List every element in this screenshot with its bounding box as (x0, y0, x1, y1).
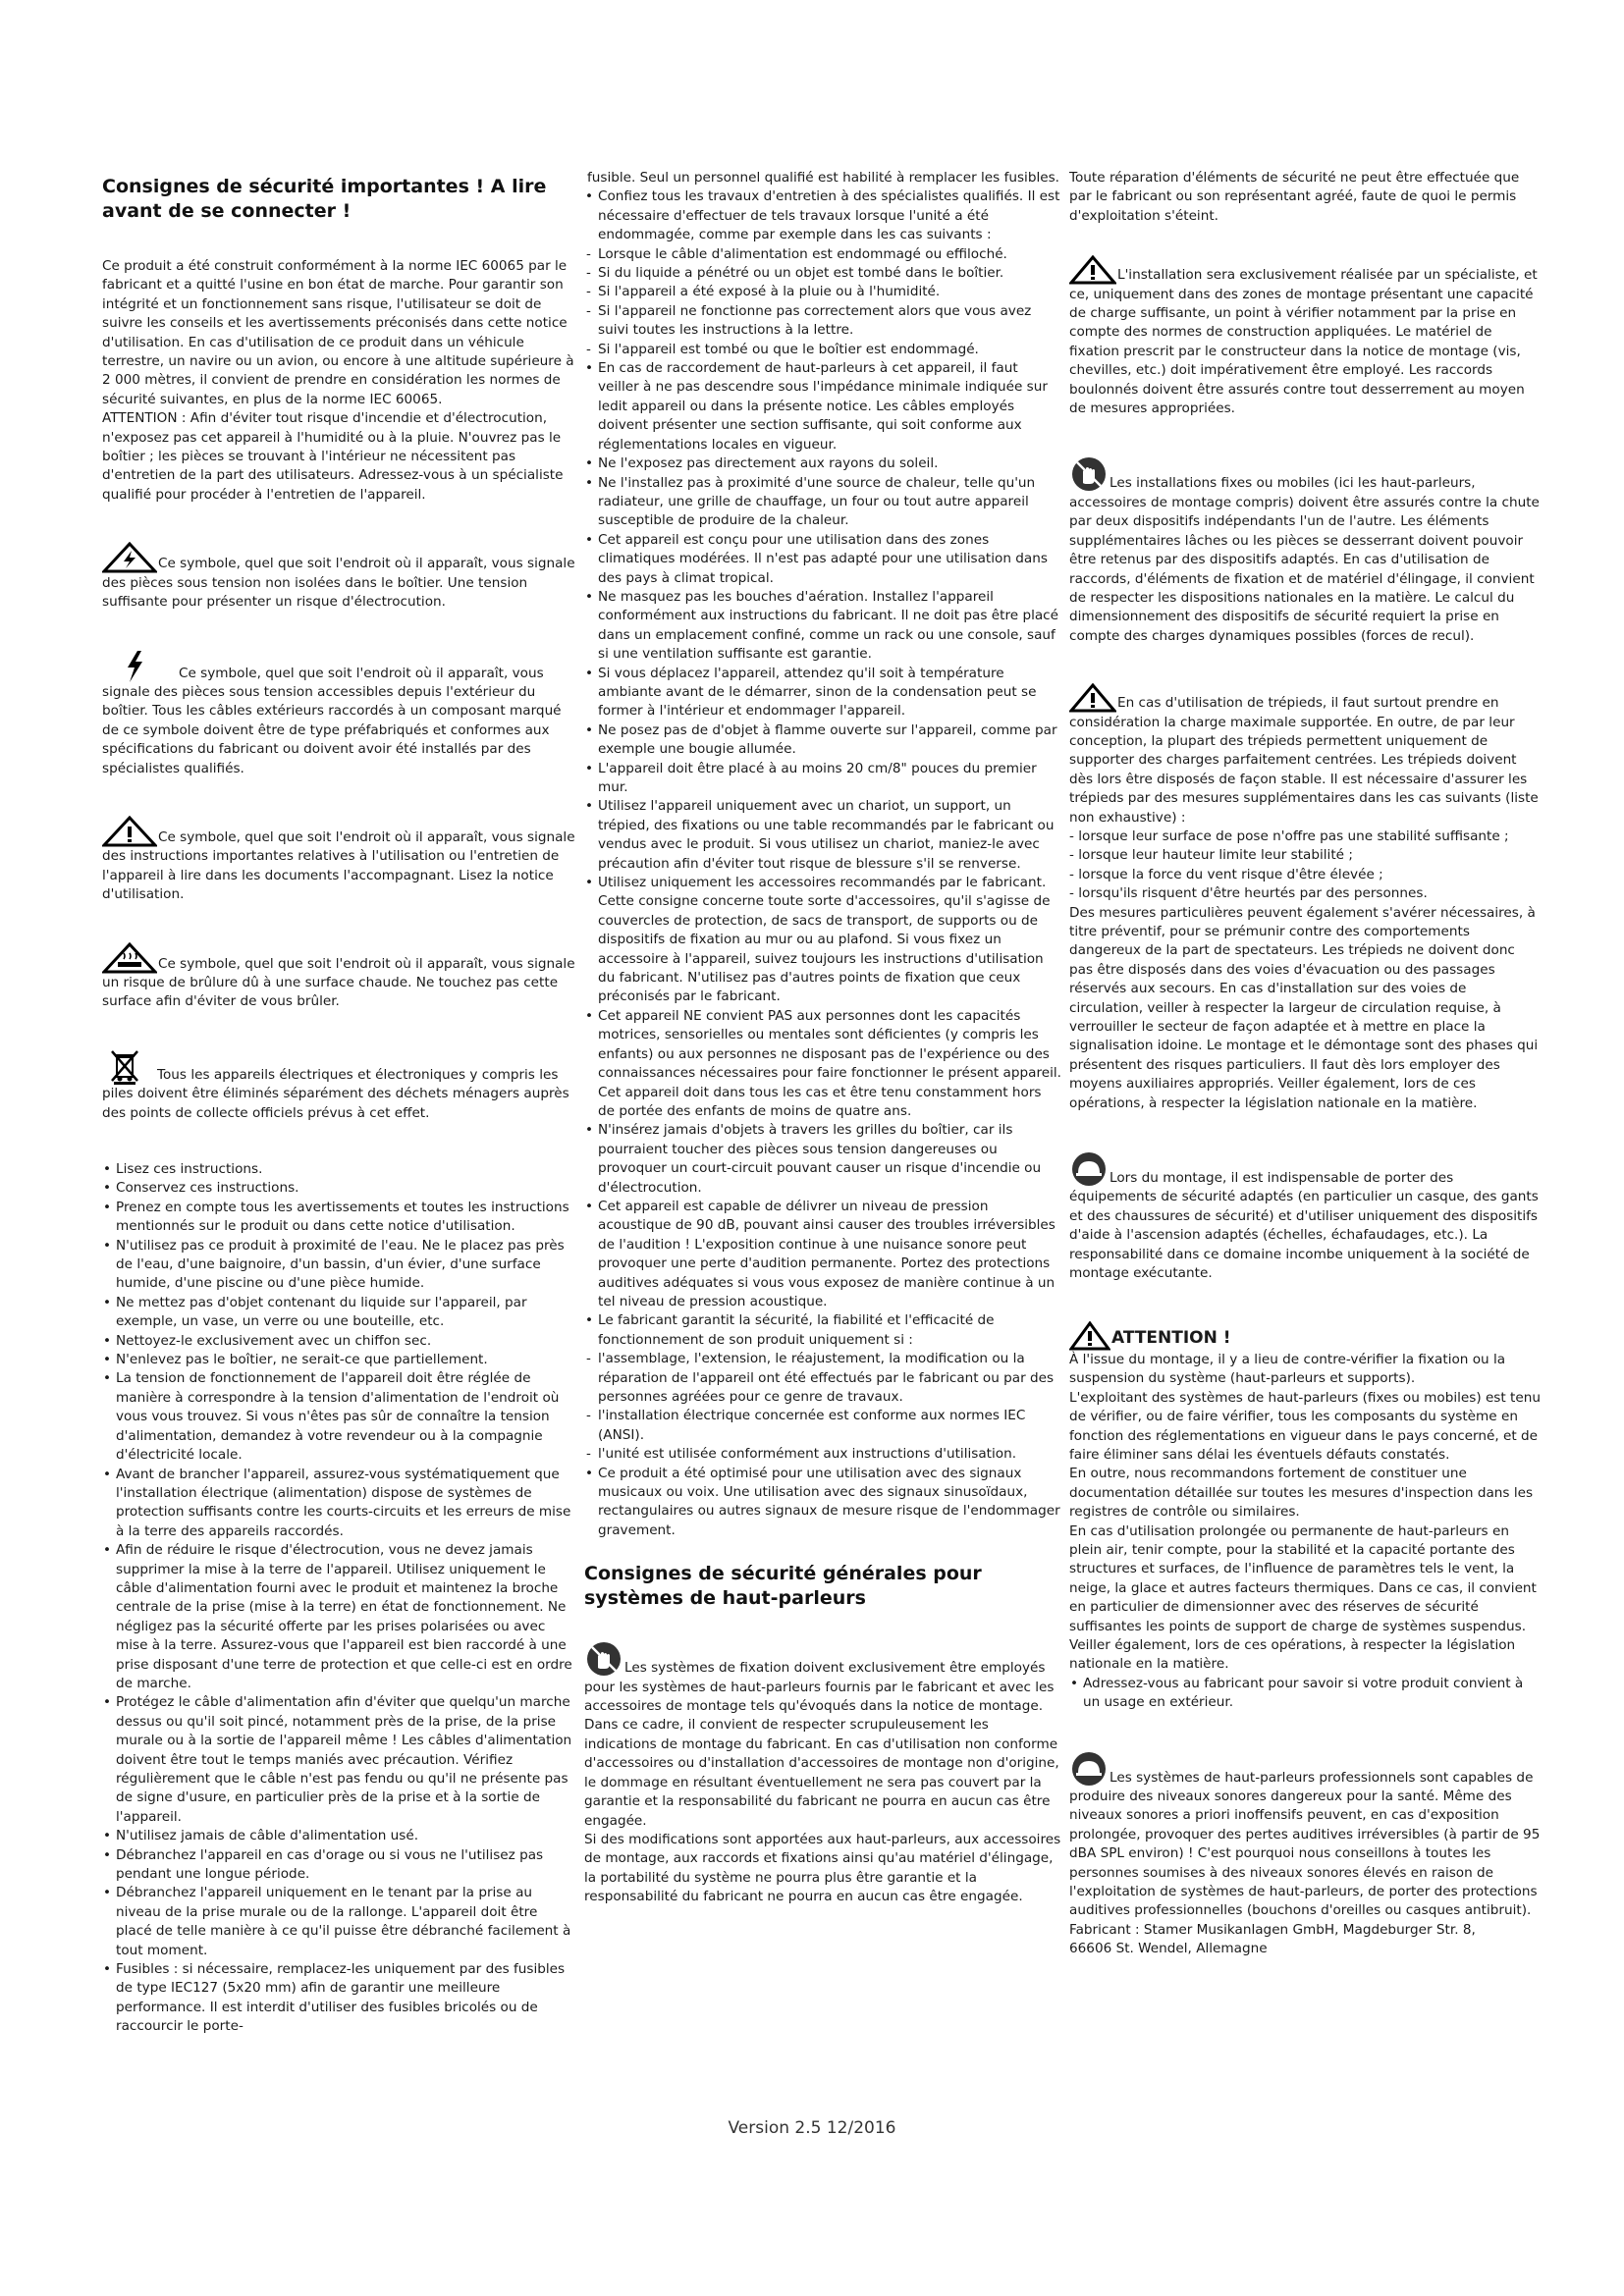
bolt-symbol-paragraph: Ce symbole, quel que soit l'endroit où il apparaît, vous signale des pièces sous tension accessibles depuis l'extérieur du boîtier. Tous les câbles extérieurs raccordés à un composant marqué de ce symbole doivent être de type préfabriqués et conformes aux spécifications du fabricant ou doivent avoir été installés par des spécialistes qualifiés. (102, 650, 575, 778)
list-item: - Si l'appareil a été exposé à la pluie ou à l'humidité. (584, 283, 1061, 301)
list-item: • Débranchez l'appareil uniquement en le tenant par la prise au niveau de la prise murale ou de la rallonge. L'appareil doit être placé de telle manière à ce qu'il puisse être débranché facilement à tout moment. (102, 1884, 575, 1960)
list-item: - Si l'appareil ne fonctionne pas correctement alors que vous avez suivi toutes les instructions à la lettre. (584, 302, 1061, 341)
high-voltage-icon (102, 542, 157, 573)
list-item: • Ne masquez pas les bouches d'aération. Installez l'appareil conformément aux instructions du fabricant. Il ne doit pas être placé dans un emplacement confiné, comme un rack ou une console, sauf si une ventilation suffisante est garantie. (584, 588, 1061, 665)
no-hand-icon (584, 1640, 623, 1678)
attention-heading: ATTENTION ! (1069, 1321, 1543, 1351)
main-heading: Consignes de sécurité importantes ! A lire avant de se connecter ! (102, 176, 547, 222)
warranty-conditions-list (584, 1350, 1061, 1464)
fixation-paragraph: Les systèmes de fixation doivent exclusivement être employés pour les systèmes de haut-parleurs fournis par le fabricant et avec les accessoires de montage tels qu'évoqués dans la notice de montage. Dans ce cadre, il convient de respecter scrupuleusement les indications de montage du fabricant. En cas d'utilisation non conforme d'accessoires ou d'installation d'accessoires de montage non d'origine, le dommage en résultant éventuellement ne sera pas couvert par la garantie et la responsabilité du fabricant ne pourra en aucun cas être engagée. (584, 1640, 1061, 1831)
list-item: - Si l'appareil est tombé ou que le boîtier est endommagé. (584, 341, 1061, 359)
warning-icon (1069, 255, 1116, 285)
speaker-safety-heading: Consignes de sécurité générales pour systèmes de haut-parleurs (584, 1563, 982, 1610)
list-item: - Lorsque le câble d'alimentation est endommagé ou effiloché. (584, 245, 1061, 264)
installation-paragraph: L'installation sera exclusivement réalisée par un spécialiste, et ce, uniquement dans des zones de montage présentant une capacité de charge suffisante, un point à vérifier notamment par la prise en compte des normes de construction appliquées. Le matériel de fixation prescrit par le constructeur dans la notice de montage (vis, chevilles, etc.) doit impérativement être employé. Les raccords boulonnés doivent être assurés contre tout desserrement au moyen de mesures appropriées. (1069, 255, 1543, 418)
list-item: • Protégez le câble d'alimentation afin d'éviter que quelqu'un marche dessus ou qu'il soit pincé, notamment près de la prise, de la prise murale ou à la sortie de l'appareil même ! Les câbles d'alimentation doivent être tout le temps maniés avec précaution. Vérifiez régulièrement que le câble n'est pas fendu ou qu'il ne présente pas de signe d'usure, en particulier près de la prise et à la sortie de l'appareil. (102, 1693, 575, 1827)
version-footer: Version 2.5 12/2016 (728, 2118, 896, 2138)
no-hand-icon (1069, 455, 1109, 493)
list-item: • N'utilisez jamais de câble d'alimentation usé. (102, 1827, 575, 1845)
list-item: • Ne l'installez pas à proximité d'une source de chaleur, telle qu'un radiateur, une grille de chauffage, un four ou tout autre appareil susceptible de produire de la chaleur. (584, 474, 1061, 531)
list-item: - lorsqu'ils risquent d'être heurtés par des personnes. (1069, 885, 1428, 902)
device-bullet-list (584, 359, 1061, 1350)
column-3 (1069, 169, 1543, 1959)
attention-paragraph-3: En outre, nous recommandons fortement de constituer une documentation détaillée sur toutes les mesures d'inspection dans les registres de contrôle ou similaires. (1069, 1466, 1534, 1521)
attention-paragraph: ATTENTION : Afin d'éviter tout risque d'incendie et d'électrocution, n'exposez pas cet appareil à l'humidité ou à la pluie. N'ouvrez pas le boîtier ; les pièces se trouvant à l'intérieur ne nécessitent pas d'entretien de la part des utilisateurs. Adressez-vous à un spécialiste qualifié pour procéder à l'entretien de l'appareil. (102, 410, 564, 503)
repair-paragraph: Toute réparation d'éléments de sécurité ne peut être effectuée que par le fabricant ou son représentant agréé, faute de quoi le permis d'exploitation s'éteint. (1069, 170, 1520, 224)
warning-symbol-paragraph: Ce symbole, quel que soit l'endroit où il apparaît, vous signale des instructions importantes relatives à l'utilisation ou l'entretien de l'appareil à lire dans les documents l'accompagnant. Lisez la notice d'utilisation. (102, 816, 575, 905)
list-item: • Ne l'exposez pas directement aux rayons du soleil. (584, 454, 1061, 473)
fixed-installations-paragraph: Les installations fixes ou mobiles (ici les haut-parleurs, accessoires de montage compris) doivent être assurés contre la chute par deux dispositifs indépendants l'un de l'autre. Les éléments supplémentaires lâches ou les pièces se desserrant doivent pouvoir être retenus par des dispositifs adaptés. En cas d'utilisation de raccords, d'éléments de fixation et de matériel d'élingage, il convient de respecter les dispositions nationales en la matière. Le calcul du dimensionnement des dispositifs de sécurité requiert la prise en compte des charges dynamiques possibles (forces de recul). (1069, 455, 1543, 646)
weee-symbol-paragraph: Tous les appareils électriques et électroniques y compris les piles doivent être éliminés séparément des déchets ménagers auprès des points de collecte officiels prévus à cet effet. (102, 1049, 575, 1123)
tripod-paragraph: En cas d'utilisation de trépieds, il faut surtout prendre en considération la charge maximale supportée. En outre, de par leur conception, la plupart des trépieds permettent uniquement de supporter des charges parfaitement centrées. Les trépieds doivent dès lors être disposés de façon stable. Il est nécessaire d'assurer les trépieds par des mesures supplémentaires dans les cas suivants (liste non exhaustive) : (1069, 683, 1543, 828)
list-item: • Fusibles : si nécessaire, remplacez-les uniquement par des fusibles de type IEC127 (5x20 mm) afin de garantir une meilleure performance. Il est interdit d'utiliser des fusibles bricolés ou de raccourcir le porte- (102, 1960, 575, 2037)
column-1 (102, 169, 575, 2037)
measures-paragraph: Des mesures particulières peuvent également s'avérer nécessaires, à titre préventif, pour se prémunir contre des comportements dangereux de la part de spectateurs. Les trépieds ne doivent donc pas être disposés dans des voies d'évacuation ou des passages réservés aux secours. En cas d'installation sur des voies de circulation, veiller à respecter la largeur de circulation requise, à verrouiller le secteur de façon adaptée et à mettre en place la signalisation idoine. Le montage et le démontage sont des phases qui présentent des risques particuliers. Il faut dès lors employer des moyens auxiliaires appropriés. Veiller également, lors de ces opérations, à respecter la législation nationale en la matière. (1069, 904, 1539, 1111)
list-item: • Cet appareil NE convient PAS aux personnes dont les capacités motrices, sensorielles ou mentales sont déficientes (y compris les enfants) ou aux personnes ne disposant pas de l'expérience ou des connaissances nécessaires pour faire fonctionner le présent appareil. Cet appareil doit dans tous les cas et être tenu constamment hors de portée des enfants de moins de quatre ans. (584, 1007, 1061, 1121)
list-item: • Si vous déplacez l'appareil, attendez qu'il soit à température ambiante avant de le démarrer, sinon de la condensation peut se former à l'intérieur et endommager l'appareil. (584, 665, 1061, 721)
lightning-bolt-icon (124, 650, 145, 683)
tripod-cases-list (1069, 828, 1543, 904)
list-item: • N'enlevez pas le boîtier, ne serait-ce que partiellement. (102, 1351, 575, 1369)
list-item: • N'utilisez pas ce produit à proximité de l'eau. Ne le placez pas près de l'eau, d'une baignoire, d'un bassin, d'un évier, d'une surface humide, d'une piscine ou d'une pièce humide. (102, 1237, 575, 1294)
outdoor-list (1069, 1675, 1543, 1713)
list-item: • La tension de fonctionnement de l'appareil doit être réglée de manière à correspondre à la tension d'alimentation de l'endroit où vous vous trouvez. Si vous n'êtes pas sûr de connaître la tension d'alimentation, demandez à votre revendeur ou à la compagnie d'électricité locale. (102, 1369, 575, 1465)
manufacturer-line-1: Fabricant : Stamer Musikanlagen GmbH, Magdeburger Str. 8, (1069, 1921, 1476, 1938)
list-item: - lorsque leur hauteur limite leur stabilité ; (1069, 847, 1353, 864)
list-item: • Prenez en compte tous les avertissements et toutes les instructions mentionnés sur le produit ou dans cette notice d'utilisation. (102, 1199, 575, 1237)
continued-text: fusible. Seul un personnel qualifié est habilité à remplacer les fusibles. (587, 170, 1059, 186)
list-item: - l'unité est utilisée conformément aux instructions d'utilisation. (584, 1445, 1061, 1464)
list-item: • Ne mettez pas d'objet contenant du liquide sur l'appareil, par exemple, un vase, un verre ou une bouteille, etc. (102, 1294, 575, 1332)
damage-cases-list (584, 245, 1061, 359)
warning-icon (1069, 1321, 1110, 1351)
list-item: • Ne posez pas de d'objet à flamme ouverte sur l'appareil, comme par exemple une bougie allumée. (584, 721, 1061, 760)
list-item: • Ce produit a été optimisé pour une utilisation avec des signaux musicaux ou voix. Une utilisation avec des signaux sinusoïdaux, rectangulaires ou autres signaux de mesure risque de l'endommager gravement. (584, 1465, 1061, 1541)
maintenance-list (584, 187, 1061, 244)
list-item: • Débranchez l'appareil en cas d'orage ou si vous ne l'utilisez pas pendant une longue période. (102, 1846, 575, 1885)
list-item: - l'installation électrique concernée est conforme aux normes IEC (ANSI). (584, 1407, 1061, 1445)
list-item: • Cet appareil est conçu pour une utilisation dans des zones climatiques modérées. Il n'est pas adapté pour une utilisation dans des pays à climat tropical. (584, 531, 1061, 588)
attention-paragraph-2: L'exploitant des systèmes de haut-parleurs (fixes ou mobiles) est tenu de vérifier, ou de faire vérifier, tous les composants du système en fonction des réglementations en vigueur dans le pays concerné, et de faire éliminer sans délai les éventuels défauts constatés. (1069, 1389, 1541, 1463)
list-item: • Lisez ces instructions. (102, 1160, 575, 1179)
list-item: • Nettoyez-le exclusivement avec un chiffon sec. (102, 1332, 575, 1351)
intro-paragraph: Ce produit a été construit conformément à la norme IEC 60065 par le fabricant et a quitté l'usine en bon état de marche. Pour garantir son intégrité et un fonctionnement sans risque, l'utilisateur se doit de suivre les conseils et les avertissements préconisés dans cette notice d'utilisation. En cas d'utilisation de ce produit dans un véhicule terrestre, un navire ou un avion, ou encore à une altitude supérieure à 2 000 mètres, il convient de prendre en considération les normes de sécurité suivantes, en plus de la norme IEC 60065. (102, 258, 574, 407)
helmet-paragraph: Lors du montage, il est indispensable de porter des équipements de sécurité adaptés (en particulier un casque, des gants et des chaussures de sécurité) et d'utiliser uniquement des dispositifs d'aide à l'ascension adaptés (échelles, échafaudages, etc.). La responsabilité dans ce domaine incombe uniquement à la société de montage exécutante. (1069, 1150, 1543, 1283)
list-item: • N'insérez jamais d'objets à travers les grilles du boîtier, car ils pourraient toucher des pièces sous tension dangereuses ou provoquer un court-circuit pouvant causer un risque d'incendie ou d'électrocution. (584, 1121, 1061, 1198)
voltage-symbol-paragraph: Ce symbole, quel que soit l'endroit où il apparaît, vous signale des pièces sous tension non isolées dans le boîtier. Une tension suffisante pour présenter un risque d'électrocution. (102, 542, 575, 612)
list-item: • Utilisez l'appareil uniquement avec un chariot, un support, un trépied, des fixations ou une table recommandés par le fabricant ou vendus avec le produit. Si vous utilisez un chariot, maniez-le avec précaution afin d'éviter tout risque de blessure s'il se renverse. (584, 797, 1061, 874)
signals-list (584, 1465, 1061, 1541)
list-item: - Si du liquide a pénétré ou un objet est tombé dans le boîtier. (584, 264, 1061, 283)
modification-paragraph: Si des modifications sont apportées aux haut-parleurs, aux accessoires de montage, aux raccords et fixations ainsi qu'au matériel d'élingage, la portabilité du système ne pourra plus être garantie et la responsabilité du fabricant ne pourra en aucun cas être engagée. (584, 1831, 1061, 1905)
attention-paragraph-4: En cas d'utilisation prolongée ou permanente de haut-parleurs en plein air, tenir compte, pour la stabilité et la capacité portante des structures et surfaces, de l'influence de paramètres tels le vent, la neige, la glace et autres facteurs thermiques. Dans ce cas, il convient en particulier de dimensionner avec des réserves de sécurité suffisantes les points de support de charge de systèmes suspendus. Veiller également, lors de ces opérations, à respecter la législation nationale en la matière. (1069, 1522, 1537, 1673)
safety-bullet-list (102, 1160, 575, 2037)
list-item: • L'appareil doit être placé à au moins 20 cm/8" pouces du premier mur. (584, 760, 1061, 798)
list-item: - lorsque la force du vent risque d'être élevée ; (1069, 866, 1383, 882)
list-item: • Le fabricant garantit la sécurité, la fiabilité et l'efficacité de fonctionnement de son produit uniquement si : (584, 1311, 1061, 1350)
list-item: • Utilisez uniquement les accessoires recommandés par le fabricant. Cette consigne concerne toute sorte d'accessoires, qu'il s'agisse de couvercles de protection, de sacs de transport, de supports ou de dispositifs de fixation au mur ou au plafond. Si vous fixez un accessoire à l'appareil, suivez toujours les instructions d'utilisation du fabricant. N'utilisez pas d'autres points de fixation que ceux préconisés par le fabricant. (584, 874, 1061, 1007)
helmet-icon (1069, 1750, 1109, 1788)
helmet-icon (1069, 1150, 1109, 1188)
hot-surface-symbol-paragraph: Ce symbole, quel que soit l'endroit où il apparaît, vous signale un risque de brûlure dû à une surface chaude. Ne touchez pas cette surface afin d'éviter de vous brûler. (102, 942, 575, 1012)
list-item: • Cet appareil est capable de délivrer un niveau de pression acoustique de 90 dB, pouvant ainsi causer des troubles irréversibles de l'audition ! L'exposition continue à une nuisance sonore peut provoquer une perte d'audition permanente. Portez des protections auditives adéquates si vous vous exposez de manière continue à un tel niveau de pression acoustique. (584, 1198, 1061, 1311)
list-item: • Avant de brancher l'appareil, assurez-vous systématiquement que l'installation électrique (alimentation) dispose de systèmes de protection suffisants contre les courts-circuits et les erreurs de mise à la terre des appareils raccordés. (102, 1466, 575, 1542)
list-item: - l'assemblage, l'extension, le réajustement, la modification ou la réparation de l'appareil ont été effectués par le fabricant ou par des personnes agréées pour ce genre de travaux. (584, 1350, 1061, 1407)
list-item: • Conservez ces instructions. (102, 1179, 575, 1198)
list-item: - lorsque leur surface de pose n'offre pas une stabilité suffisante ; (1069, 828, 1509, 844)
warning-icon (102, 816, 157, 847)
list-item: • En cas de raccordement de haut-parleurs à cet appareil, il faut veiller à ne pas descendre sous l'impédance minimale indiquée sur ledit appareil ou dans la présente notice. Les câbles employés doivent présenter une section suffisante, qui soit conforme aux réglementations locales en vigueur. (584, 359, 1061, 454)
manufacturer-line-2: 66606 St. Wendel, Allemagne (1069, 1941, 1268, 1957)
list-item: • Adressez-vous au fabricant pour savoir si votre produit convient à un usage en extérieur. (1069, 1675, 1543, 1713)
attention-paragraph-1: À l'issue du montage, il y a lieu de contre-vérifier la fixation ou la suspension du système (haut-parleurs et supports). (1069, 1351, 1506, 1387)
list-item: • Confiez tous les travaux d'entretien à des spécialistes qualifiés. Il est nécessaire d'effectuer de tels travaux lorsque l'unité a été endommagée, comme par exemple dans les cas suivants : (584, 187, 1061, 244)
hearing-paragraph: Les systèmes de haut-parleurs professionnels sont capables de produire des niveaux sonores dangereux pour la santé. Même des niveaux sonores a priori inoffensifs peuvent, en cas d'exposition prolongée, provoquer des pertes auditives irréversibles (à partir de 95 dBA SPL environ) ! C'est pourquoi nous conseillons à toutes les personnes soumises à des niveaux sonores élevés en raison de l'exploitation de systèmes de haut-parleurs, de porter des protections auditives professionnelles (bouchons d'oreilles ou casques antibruit). (1069, 1750, 1543, 1921)
list-item: • Afin de réduire le risque d'électrocution, vous ne devez jamais supprimer la mise à la terre de l'appareil. Utilisez uniquement le câble d'alimentation fourni avec le produit et maintenez la broche centrale de la prise (mise à la terre) en état de fonctionnement. Ne négligez pas la sécurité offerte par les prises polarisées ou avec mise à la terre. Assurez-vous que l'appareil est bien raccordé à une prise disposant d'une terre de protection et que celle-ci est en ordre de marche. (102, 1541, 575, 1693)
hot-surface-icon (102, 942, 157, 974)
column-2 (584, 169, 1061, 1907)
weee-bin-icon (110, 1049, 139, 1085)
warning-icon (1069, 683, 1116, 713)
